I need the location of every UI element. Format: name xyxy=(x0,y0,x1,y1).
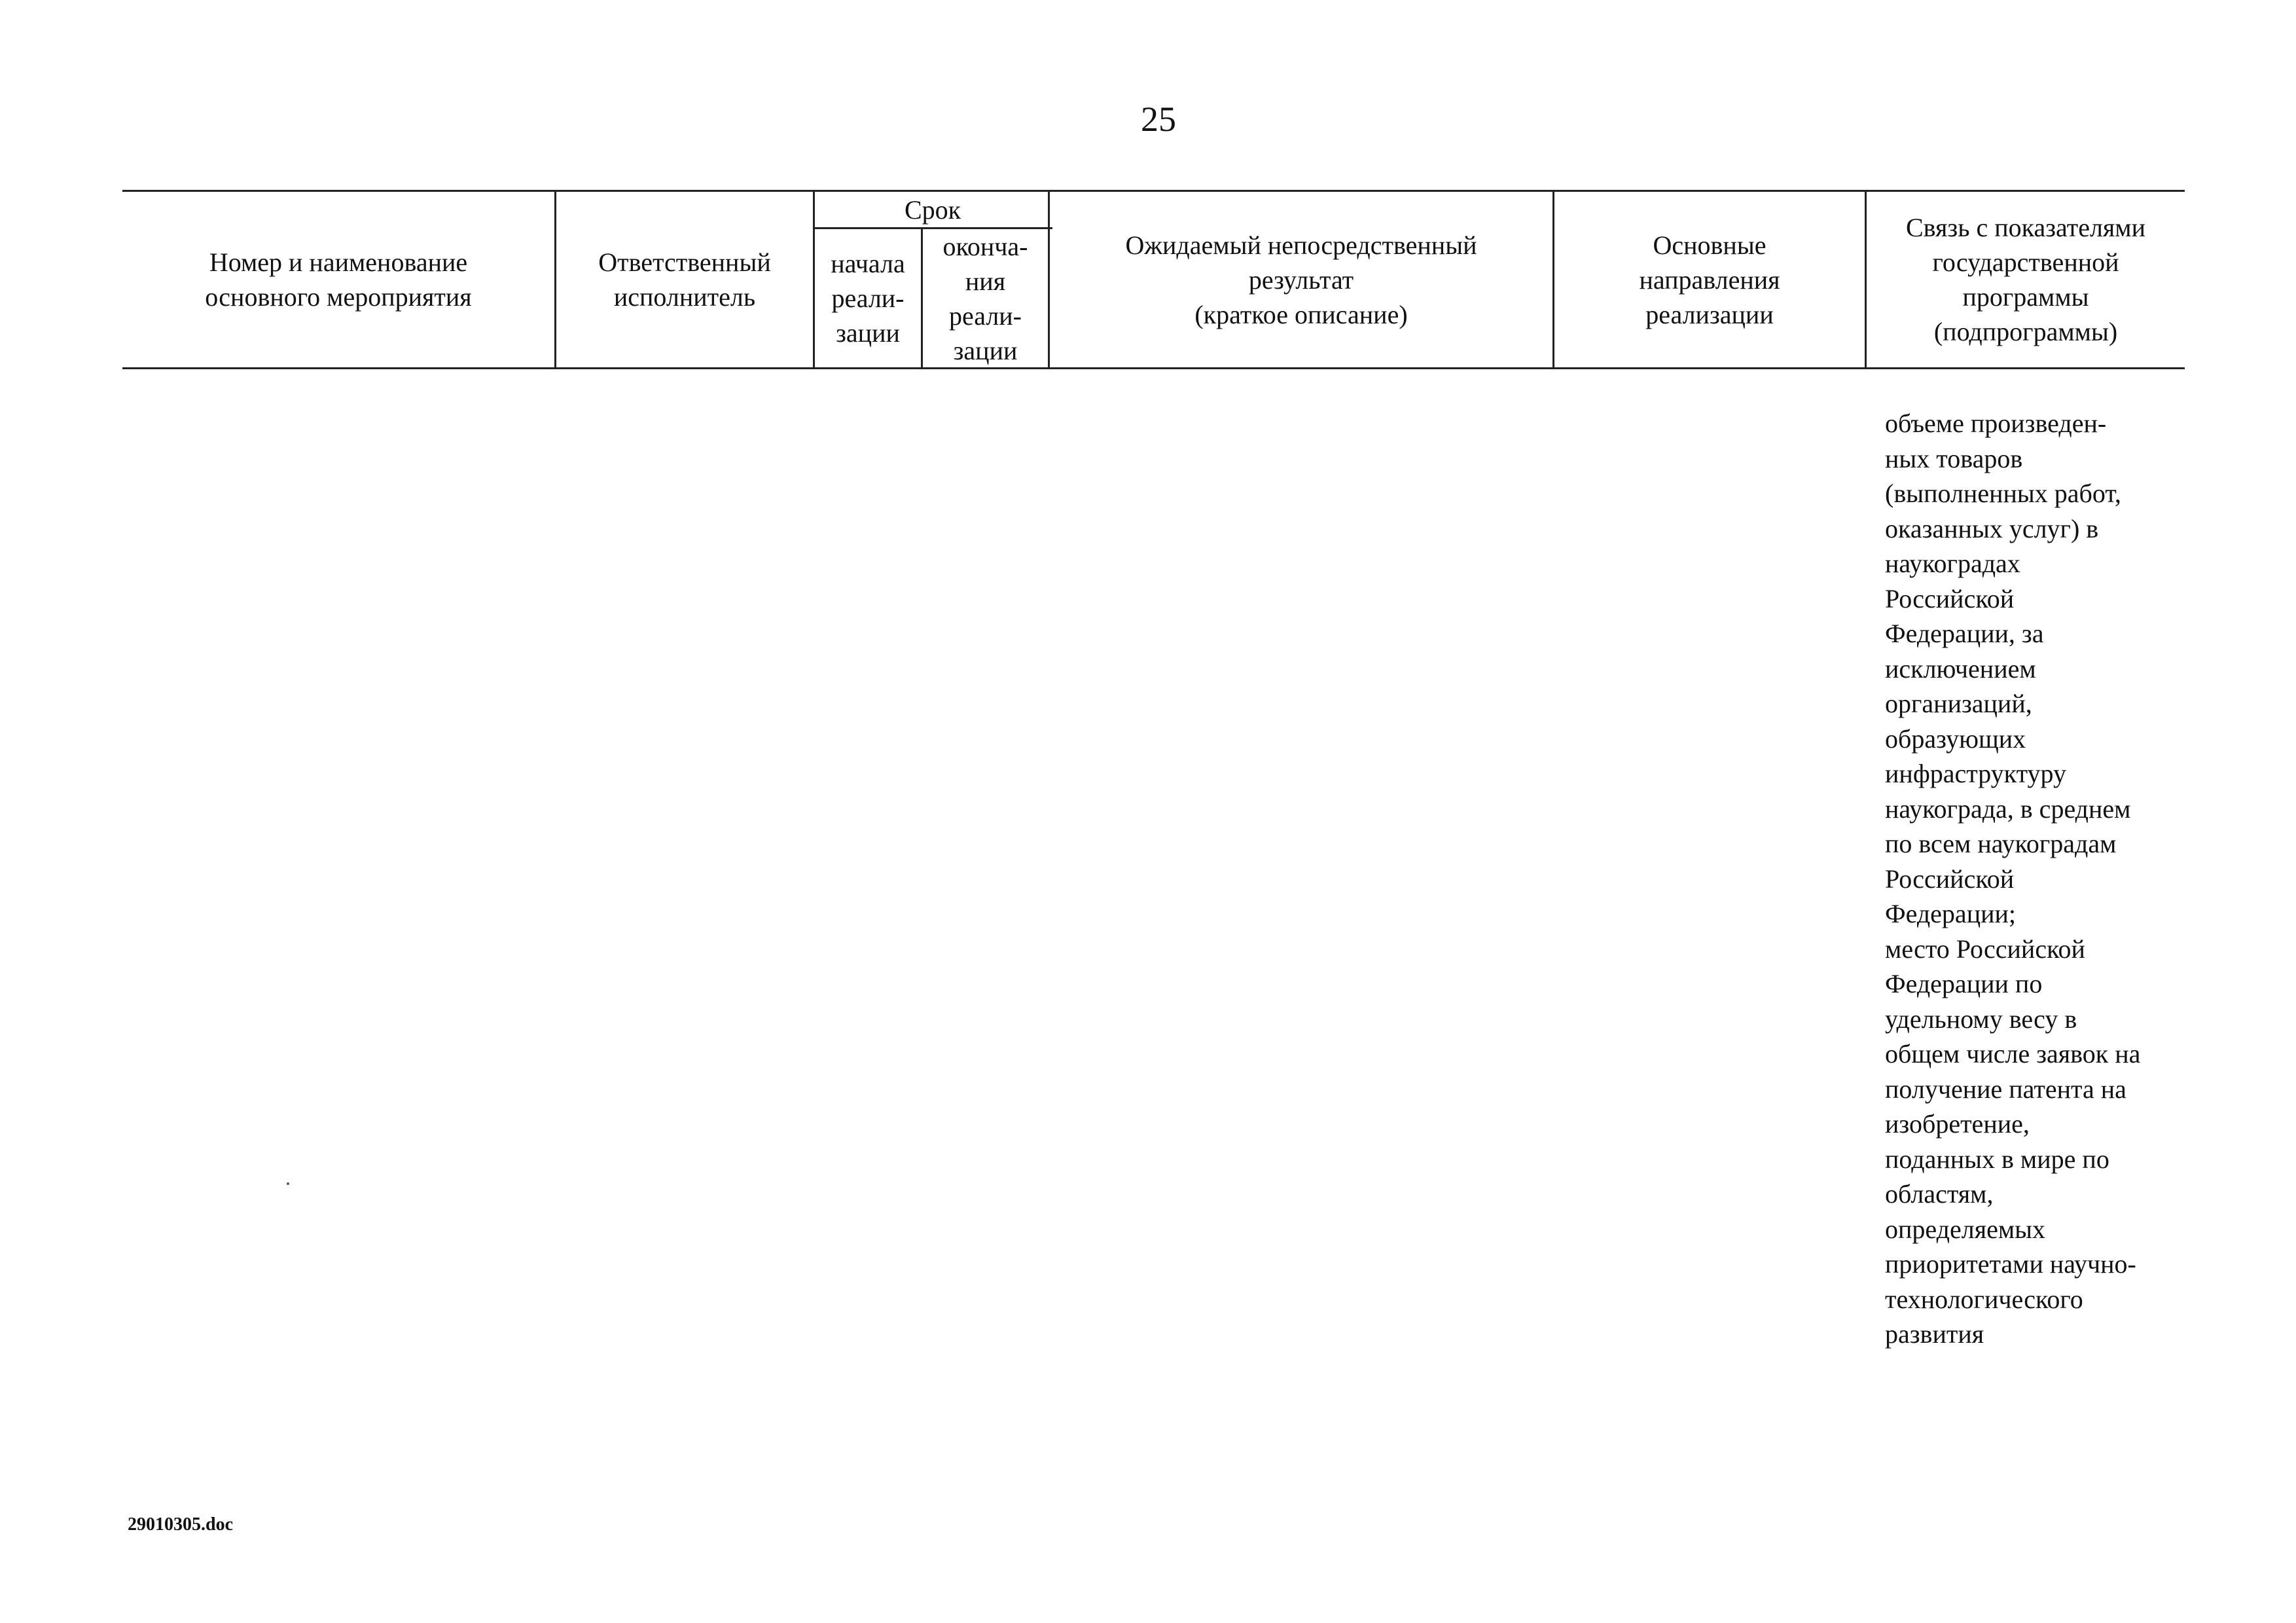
header-cell-indicators-link: Связь с показателями государственной программы (подпрограммы) xyxy=(1905,213,2146,346)
header-cell-expected-result: Ожидаемый непосредственный результат (краткое описание) xyxy=(1125,230,1477,329)
indicators-link-cell-text: объеме произведен- ных товаров (выполненных работ, оказанных услуг) в наукоградах Российской Федерации, за исключением организаций, образующих инфраструктуру наукограда, в среднем по всем наукоградам Российской Федерации; место Российской Федерации по удельному весу в общем числе заявок на получение патента на изобретение, поданных в мире по областям, определяемых приоритетами научно- технологического развития xyxy=(1885,409,2141,1349)
scan-speck xyxy=(287,1182,289,1185)
page-number: 25 xyxy=(1141,100,1176,139)
footer-doc-name: 29010305.doc xyxy=(128,1514,233,1535)
header-cell-directions: Основные направления реализации xyxy=(1639,230,1780,329)
table-header xyxy=(122,190,2185,369)
header-cell-srok-start: начала реали- зации xyxy=(831,249,905,348)
header-cell-srok-end: оконча- ния реали- зации xyxy=(942,231,1028,365)
header-cell-measure-name: Номер и наименование основного мероприятия xyxy=(205,247,472,312)
header-cell-srok: Срок xyxy=(904,194,961,225)
header-cell-executor: Ответственный исполнитель xyxy=(598,247,771,312)
